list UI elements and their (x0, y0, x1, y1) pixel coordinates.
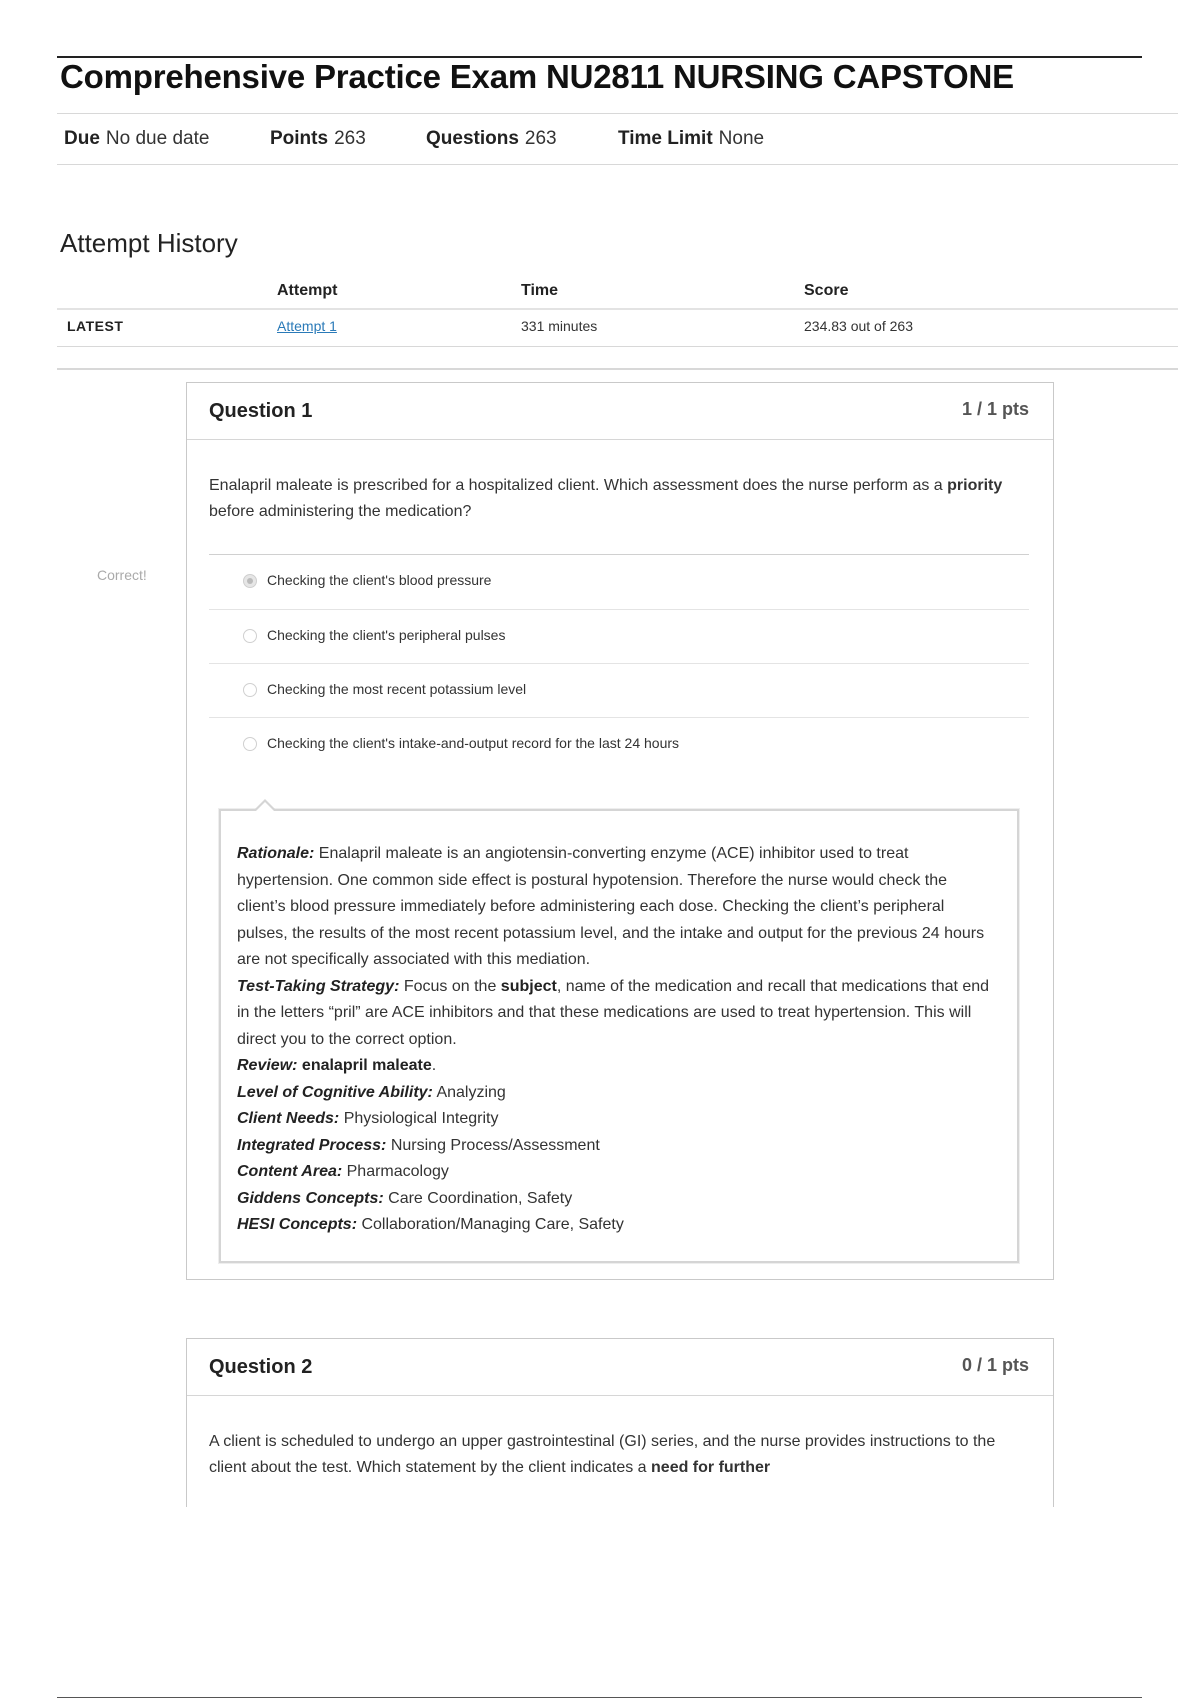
radio-selected-icon[interactable] (243, 574, 257, 588)
points-value: 263 (334, 128, 366, 149)
meta-divider (57, 164, 1178, 165)
column-header-score: Score (804, 282, 849, 299)
answer-label: Checking the most recent potassium level (267, 681, 527, 697)
latest-badge: LATEST (67, 318, 124, 334)
time-cell: 331 minutes (521, 318, 598, 334)
question-points: 0 / 1 pts (961, 1355, 1029, 1375)
content-area-label: Content Area: (237, 1163, 343, 1180)
question-card-1 (186, 382, 1054, 1280)
page-title: Comprehensive Practice Exam NU2811 NURSING CAPSTONE (60, 58, 1014, 95)
question-text: A client is scheduled to undergo an upper gastrointestinal (GI) series, and the nurse provides instructions to the client about the test. Which statement by the client indicates a need for further (209, 1433, 996, 1476)
question-title: Question 2 (209, 1356, 313, 1378)
answer-label: Checking the client's intake-and-output record for the last 24 hours (267, 735, 680, 751)
radio-icon[interactable] (243, 737, 257, 751)
answer-option-1[interactable] (209, 554, 1029, 609)
cognitive-label: Level of Cognitive Ability: (237, 1083, 433, 1101)
questions-label: Questions (426, 128, 519, 149)
due-value: No due date (105, 128, 210, 149)
questions-info (426, 128, 557, 150)
answer-option-3[interactable] (209, 663, 1029, 718)
question-header (187, 383, 1053, 440)
title-divider (57, 113, 1178, 114)
client-needs-label: Client Needs: (237, 1110, 340, 1127)
answer-label: Checking the client's peripheral pulses (267, 627, 506, 643)
integrated-process-label: Integrated Process: (237, 1136, 387, 1154)
question-points: 1 / 1 pts (961, 399, 1029, 419)
due-label: Due (64, 128, 100, 149)
bottom-rule (57, 1697, 1142, 1698)
rationale-text: Rationale: Enalapril maleate is an angiotensin-converting enzyme (ACE) inhibitor used to treat hypertension. One common side effect is postural hypotension. Therefore the nurse would check the client’s blood pressure immediately before administering each dose. Checking the client’s peripheral pulses, the results of the most recent potassium level, and the intake and output for the previous 24 hours are not specifically associated with this mediation. Test-Taking Strategy: Focus on the subject, name of the medication and recall that medications that end in the letters “pril” are ACE inhibitors and that these medications are used to treat hypertension. This will direct you to the correct option. Review: enalapril maleate. Level of Cognitive Ability: Analyzing Client Needs: Physiological Integrity Integrated Process: Nursing Process/Assessment Content Area: Pharmacology Giddens Concepts: Care Coordination, Safety HESI Concepts: Collaboration/Managing Care, Safety (237, 845, 990, 1233)
column-header-time: Time (521, 282, 559, 299)
question-text: Enalapril maleate is prescribed for a hospitalized client. Which assessment does the nurse perform as a priority before administering the medication? (209, 477, 1003, 520)
time-limit-value: None (718, 128, 765, 149)
review-label: Review: (237, 1057, 298, 1074)
question-header (187, 1339, 1053, 1396)
hesi-label: HESI Concepts: (237, 1216, 358, 1233)
due-info (64, 128, 209, 150)
correct-indicator: Correct! (97, 567, 147, 583)
strategy-label: Test-Taking Strategy: (237, 977, 400, 995)
question-card-2 (186, 1338, 1054, 1507)
answer-option-2[interactable] (209, 609, 1029, 664)
questions-value: 263 (524, 128, 557, 149)
rationale-label: Rationale: (237, 845, 315, 862)
answer-option-4[interactable] (209, 717, 1029, 772)
radio-icon[interactable] (243, 629, 257, 643)
points-info (270, 128, 366, 150)
column-header-attempt: Attempt (277, 282, 338, 299)
section-divider (57, 368, 1178, 370)
answer-label: Checking the client's blood pressure (267, 572, 492, 588)
table-header-divider (57, 308, 1178, 310)
attempt-1-link[interactable]: Attempt 1 (277, 318, 337, 334)
rationale-box (219, 809, 1019, 1263)
radio-icon[interactable] (243, 683, 257, 697)
score-cell: 234.83 out of 263 (804, 318, 913, 334)
time-limit-label: Time Limit (618, 128, 713, 149)
giddens-label: Giddens Concepts: (237, 1189, 384, 1207)
attempt-cell (277, 318, 337, 334)
rationale-pointer (253, 799, 277, 811)
attempt-history-heading: Attempt History (60, 228, 238, 258)
time-limit-info (618, 128, 764, 150)
question-title: Question 1 (209, 400, 313, 422)
points-label: Points (270, 128, 329, 149)
table-bottom-divider (57, 346, 1178, 347)
